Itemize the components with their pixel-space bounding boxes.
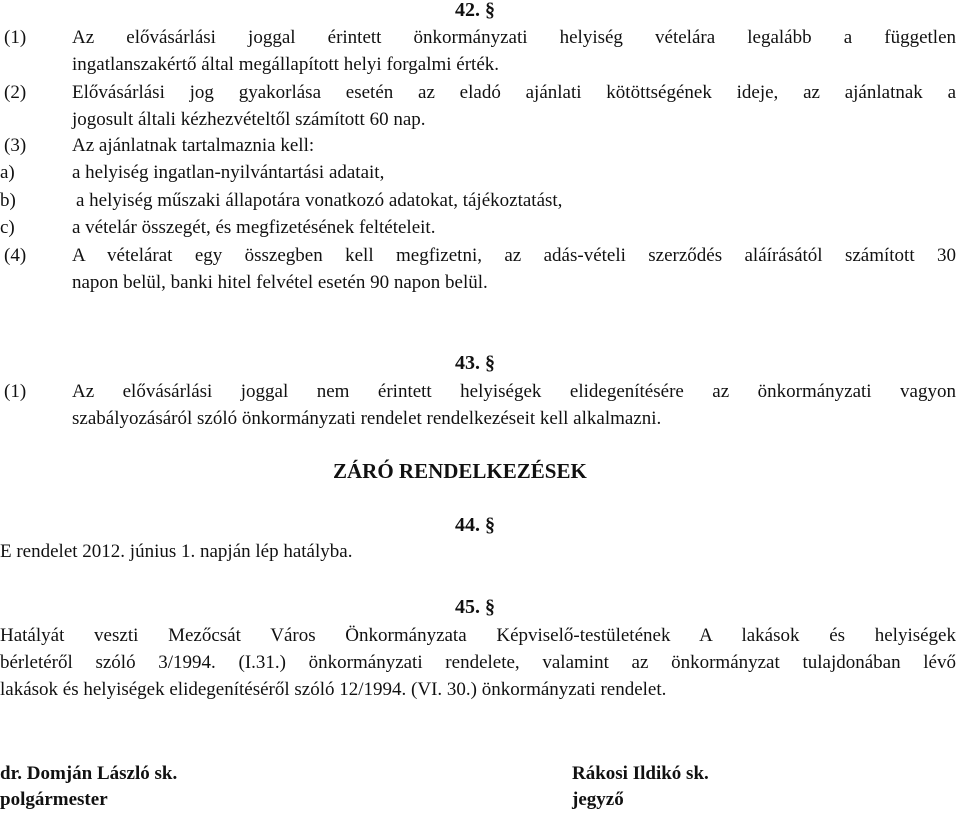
paragraph-number: (3) bbox=[4, 135, 27, 156]
signature-left-title: polgármester bbox=[0, 789, 108, 810]
paragraph-number: (2) bbox=[4, 82, 27, 103]
s45-text-line-1: Hatályát veszti Mezőcsát Város Önkormányzata Képviselő-testületének A lakások és helyiségek bbox=[0, 625, 956, 646]
list-text: a helyiség műszaki állapotára vonatkozó adatokat, tájékoztatást, bbox=[76, 190, 563, 211]
list-text: a vételár összegét, és megfizetésének feltételeit. bbox=[72, 217, 436, 238]
paragraph-text: Az elővásárlási joggal nem érintett helyiségek elidegenítésére az önkormányzati vagyon bbox=[72, 381, 956, 402]
s43-paragraph-1 bbox=[0, 378, 956, 405]
list-text: a helyiség ingatlan-nyilvántartási adatait, bbox=[72, 162, 385, 183]
signature-left-name: dr. Domján László sk. bbox=[0, 763, 178, 784]
s44-text: E rendelet 2012. június 1. napján lép hatályba. bbox=[0, 541, 353, 562]
paragraph-text: Az elővásárlási joggal érintett önkormányzati helyiség vételára legalább a független bbox=[72, 27, 956, 48]
s45-text-line-3: lakások és helyiségek elidegenítéséről szóló 12/1994. (VI. 30.) önkormányzati rendelet. bbox=[0, 679, 667, 700]
s45-text-line-2: bérletéről szóló 3/1994. (I.31.) önkormányzati rendelete, valamint az önkormányzat tulajdonában lévő bbox=[0, 652, 956, 673]
paragraph-number: (1) bbox=[4, 27, 27, 48]
s42-paragraph-1-cont: ingatlanszakértő által megállapított helyi forgalmi érték. bbox=[72, 54, 499, 75]
paragraph-number: (4) bbox=[4, 245, 27, 266]
s42-paragraph-3 bbox=[0, 132, 956, 159]
section-42-heading: 42. § bbox=[455, 0, 495, 21]
list-marker: a) bbox=[0, 162, 15, 183]
list-item-b bbox=[0, 187, 956, 214]
s42-paragraph-4-cont: napon belül, banki hitel felvétel esetén 90 napon belül. bbox=[72, 272, 488, 293]
list-item-a bbox=[0, 159, 956, 186]
paragraph-text: Az ajánlatnak tartalmaznia kell: bbox=[72, 135, 315, 156]
list-item-c bbox=[0, 214, 956, 241]
list-marker: b) bbox=[0, 190, 16, 211]
closing-provisions-title: ZÁRÓ RENDELKEZÉSEK bbox=[333, 459, 587, 483]
signature-right-title: jegyző bbox=[572, 789, 624, 810]
paragraph-number: (1) bbox=[4, 381, 27, 402]
list-marker: c) bbox=[0, 217, 15, 238]
section-43-heading: 43. § bbox=[455, 352, 495, 374]
paragraph-text: Elővásárlási jog gyakorlása esetén az eladó ajánlati kötöttségének ideje, az ajánlatnak a bbox=[72, 82, 956, 103]
s42-paragraph-2 bbox=[0, 79, 956, 106]
section-44-heading: 44. § bbox=[455, 514, 495, 536]
s42-paragraph-4 bbox=[0, 242, 956, 269]
s43-paragraph-1-cont: szabályozásáról szóló önkormányzati rendelet rendelkezéseit kell alkalmazni. bbox=[72, 408, 662, 429]
s42-paragraph-2-cont: jogosult általi kézhezvételtől számított 60 nap. bbox=[72, 109, 426, 130]
s42-paragraph-1 bbox=[0, 24, 956, 51]
paragraph-text: A vételárat egy összegben kell megfizetni, az adás-vételi szerződés aláírásától számított 30 bbox=[72, 245, 956, 266]
section-45-heading: 45. § bbox=[455, 596, 495, 618]
signature-right-name: Rákosi Ildikó sk. bbox=[572, 763, 709, 784]
